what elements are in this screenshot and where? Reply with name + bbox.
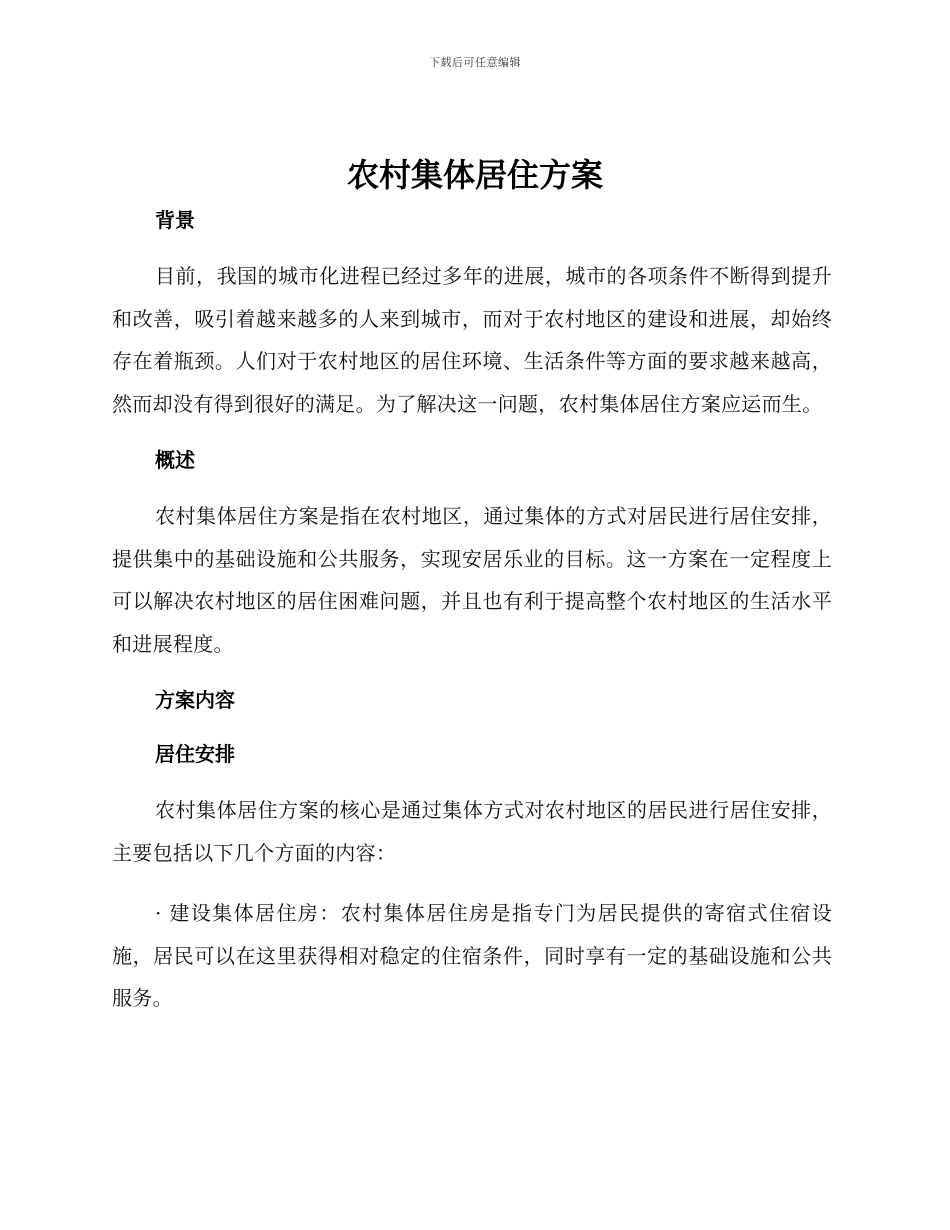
section-heading-background: 背景 bbox=[155, 208, 195, 232]
header-note: 下载后可任意编辑 bbox=[429, 56, 521, 69]
paragraph-background: 目前，我国的城市化进程已经过多年的进展，城市的各项条件不断得到提升和改善，吸引着越来越多的人来到城市，而对于农村地区的建设和进展，却始终存在着瓶颈。人们对于农村地区的居住环境、生活条件等方面的要求越来越高，然而却没有得到很好的满足。为了解决这一问题，农村集体居住方案应运而生。 bbox=[112, 264, 832, 416]
section-heading-plan-content: 方案内容 bbox=[155, 688, 235, 712]
paragraph-housing-arrangement: 农村集体居住方案的核心是通过集体方式对农村地区的居民进行居住安排，主要包括以下几个方面的内容： bbox=[112, 798, 832, 865]
document-body bbox=[112, 203, 832, 1020]
section-heading-housing-arrangement: 居住安排 bbox=[155, 742, 235, 766]
section-heading-overview: 概述 bbox=[155, 448, 195, 472]
paragraph-overview: 农村集体居住方案是指在农村地区，通过集体的方式对居民进行居住安排，提供集中的基础设施和公共服务，实现安居乐业的目标。这一方案在一定程度上可以解决农村地区的居住困难问题，并且也有利于提高整个农村地区的生活水平和进展程度。 bbox=[112, 504, 832, 656]
bullet-item-collective-housing: · 建设集体居住房：农村集体居住房是指专门为居民提供的寄宿式住宿设施，居民可以在这里获得相对稳定的住宿条件，同时享有一定的基础设施和公共服务。 bbox=[112, 901, 832, 1010]
document-title: 农村集体居住方案 bbox=[346, 156, 603, 194]
